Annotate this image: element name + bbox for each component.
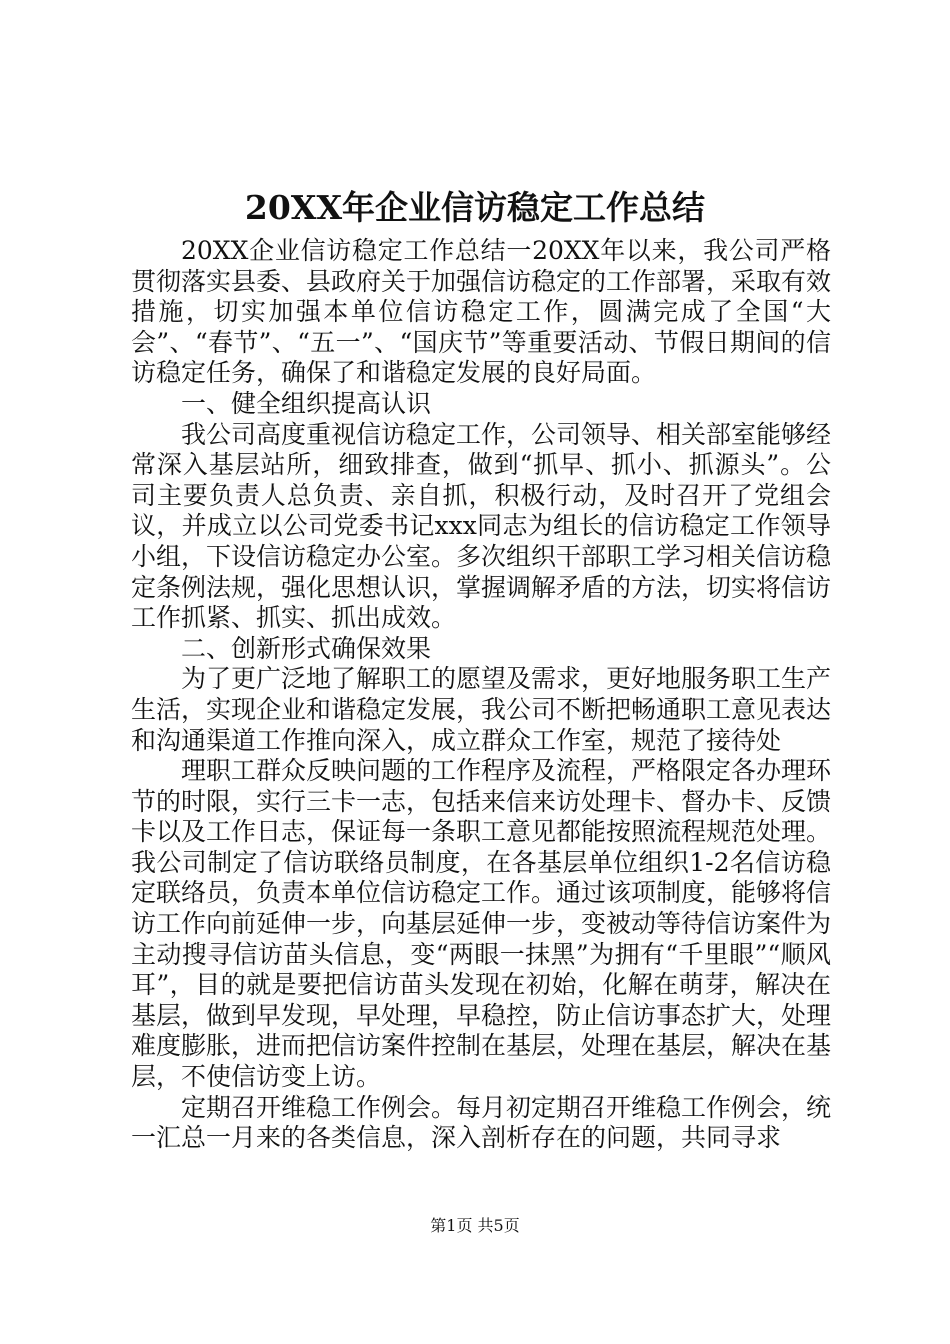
section-heading-1: 一、健全组织提高认识 [181,388,432,418]
section-2-paragraph-2: 理职工群众反映问题的工作程序及流程，严格限定各办理环节的时限，实行三卡一志，包括来信来访处理卡、督办卡、反馈卡以及工作日志，保证每一条职工意见都能按照流程规范处理。我公司制定了信访联络员制度，在各基层单位组织1-2名信访稳定联络员，负责本单位信访稳定工作。通过该项制度，能够将信访工作向前延伸一步，向基层延伸一步，变被动等待信访案件为主动搜寻信访苗头信息，变“两眼一抹黑”为拥有“千里眼”“顺风耳”，目的就是要把信访苗头发现在初始，化解在萌芽，解决在基层，做到早发现，早处理，早稳控，防止信访事态扩大，处理难度膨胀，进而把信访案件控制在基层，处理在基层，解决在基层，不使信访变上访。 [131,756,832,1092]
section-1-paragraph: 我公司高度重视信访稳定工作，公司领导、相关部室能够经常深入基层站所，细致排查，做到“抓早、抓小、抓源头”。公司主要负责人总负责、亲自抓，积极行动，及时召开了党组会议，并成立以公司党委书记xxx同志为组长的信访稳定工作领导小组，下设信访稳定办公室。多次组织干部职工学习相关信访稳定条例法规，强化思想认识，掌握调解矛盾的方法，切实将信访工作抓紧、抓实、抓出成效。 [131,419,832,633]
section-2-paragraph-1: 为了更广泛地了解职工的愿望及需求，更好地服务职工生产生活，实现企业和谐稳定发展，我公司不断把畅通职工意见表达和沟通渠道工作推向深入，成立群众工作室，规范了接待处 [131,664,832,755]
page-number-footer: 第1页 共5页 [430,1216,520,1235]
intro-paragraph: 20XX企业信访稳定工作总结一20XX年以来，我公司严格贯彻落实县委、县政府关于加强信访稳定的工作部署，采取有效措施，切实加强本单位信访稳定工作，圆满完成了全国“大会”、“春节”、“五一”、“国庆节”等重要活动、节假日期间的信访稳定任务，确保了和谐稳定发展的良好局面。 [131,236,832,388]
section-2-paragraph-3: 定期召开维稳工作例会。每月初定期召开维稳工作例会，统一汇总一月来的各类信息，深入剖析存在的问题，共同寻求 [131,1092,832,1153]
section-heading-2: 二、创新形式确保效果 [181,633,432,663]
document-body [131,236,831,1154]
document-title: 20XX年企业信访稳定工作总结 [244,188,706,227]
